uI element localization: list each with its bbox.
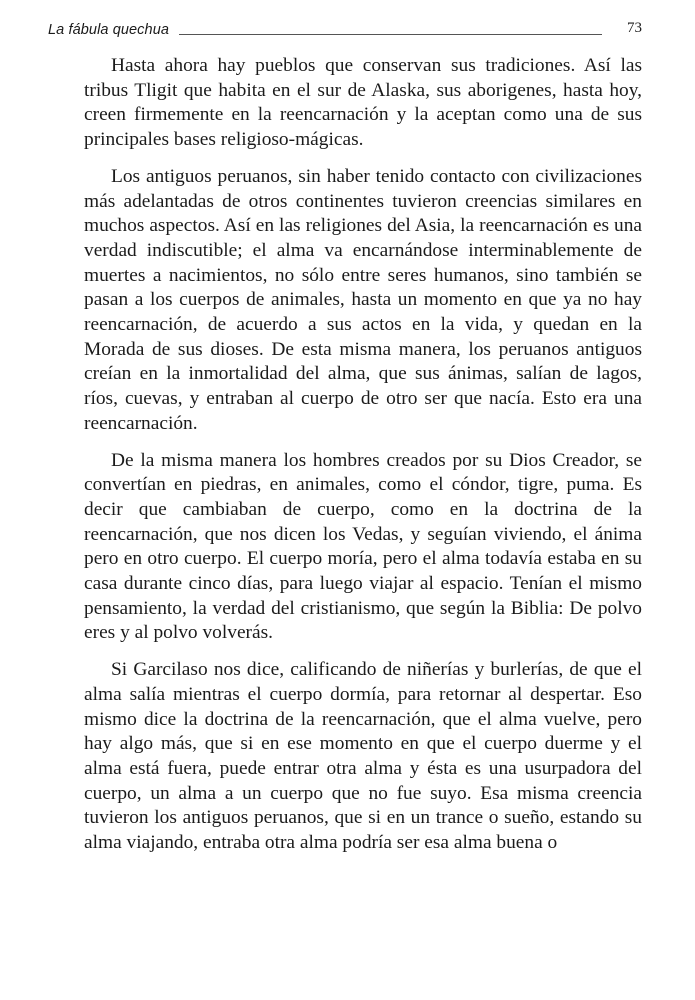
paragraph-2: Los antiguos peruanos, sin haber tenido contacto con civilizaciones más adelantadas de otros continentes tuvieron creencias similares en muchos aspectos. Así en las religiones del Asia, la reencarnación es una verdad indiscutible; el alma va encarnándose interminablemente de muertes a nacimientos, no sólo entre seres humanos, sino también se pasan a los cuerpos de animales, hasta un momento en que ya no hay reencarnación, de acuerdo a sus actos en la vida, y quedan en la Morada de sus dioses. De esta misma manera, los peruanos antiguos creían en la inmortalidad del alma, que sus ánimas, salían de lagos, ríos, cuevas, y entraban al cuerpo de otro ser que nacía. Esto era una reencarnación.: [84, 165, 642, 434]
header-title: La fábula quechua: [48, 22, 170, 38]
paragraph-1: Hasta ahora hay pueblos que conservan sus tradiciones. Así las tribus Tligit que habita en el sur de Alaska, sus aborigenes, hasta hoy, creen firmemente en la reencarnación y la aceptan como una de sus principales bases religioso-mágicas.: [84, 55, 642, 151]
running-header: [44, 20, 652, 42]
body-text: [84, 54, 642, 856]
header-rule: [179, 34, 602, 35]
page-number: 73: [627, 20, 642, 36]
paragraph-3: De la misma manera los hombres creados por su Dios Creador, se convertían en piedras, en animales, como el cóndor, tigre, puma. Es decir que cambiaban de cuerpo, como en la doctrina de la reencarnación, que nos dicen los Vedas, y seguían viviendo, el ánima pero en otro cuerpo. El cuerpo moría, pero el alma todavía estaba en su casa durante cinco días, para luego viajar al espacio. Tenían el mismo pensamiento, la verdad del cristianismo, que según la Biblia: De polvo eres y al polvo volverás.: [84, 449, 642, 644]
paragraph-4: Si Garcilaso nos dice, calificando de niñerías y burlerías, de que el alma salía mientras el cuerpo dormía, para retornar al despertar. Eso mismo dice la doctrina de la reencarnación, que el alma vuelve, pero hay algo más, que si en ese momento en que el cuerpo duerme y el alma está fuera, puede entrar otra alma y ésta es una usurpadora del cuerpo, un alma a un cuerpo que no fue suyo. Esa misma creencia tuvieron los antiguos peruanos, que si en un trance o sueño, estando su alma viajando, entraba otra alma podría ser esa alma buena o: [84, 659, 642, 854]
